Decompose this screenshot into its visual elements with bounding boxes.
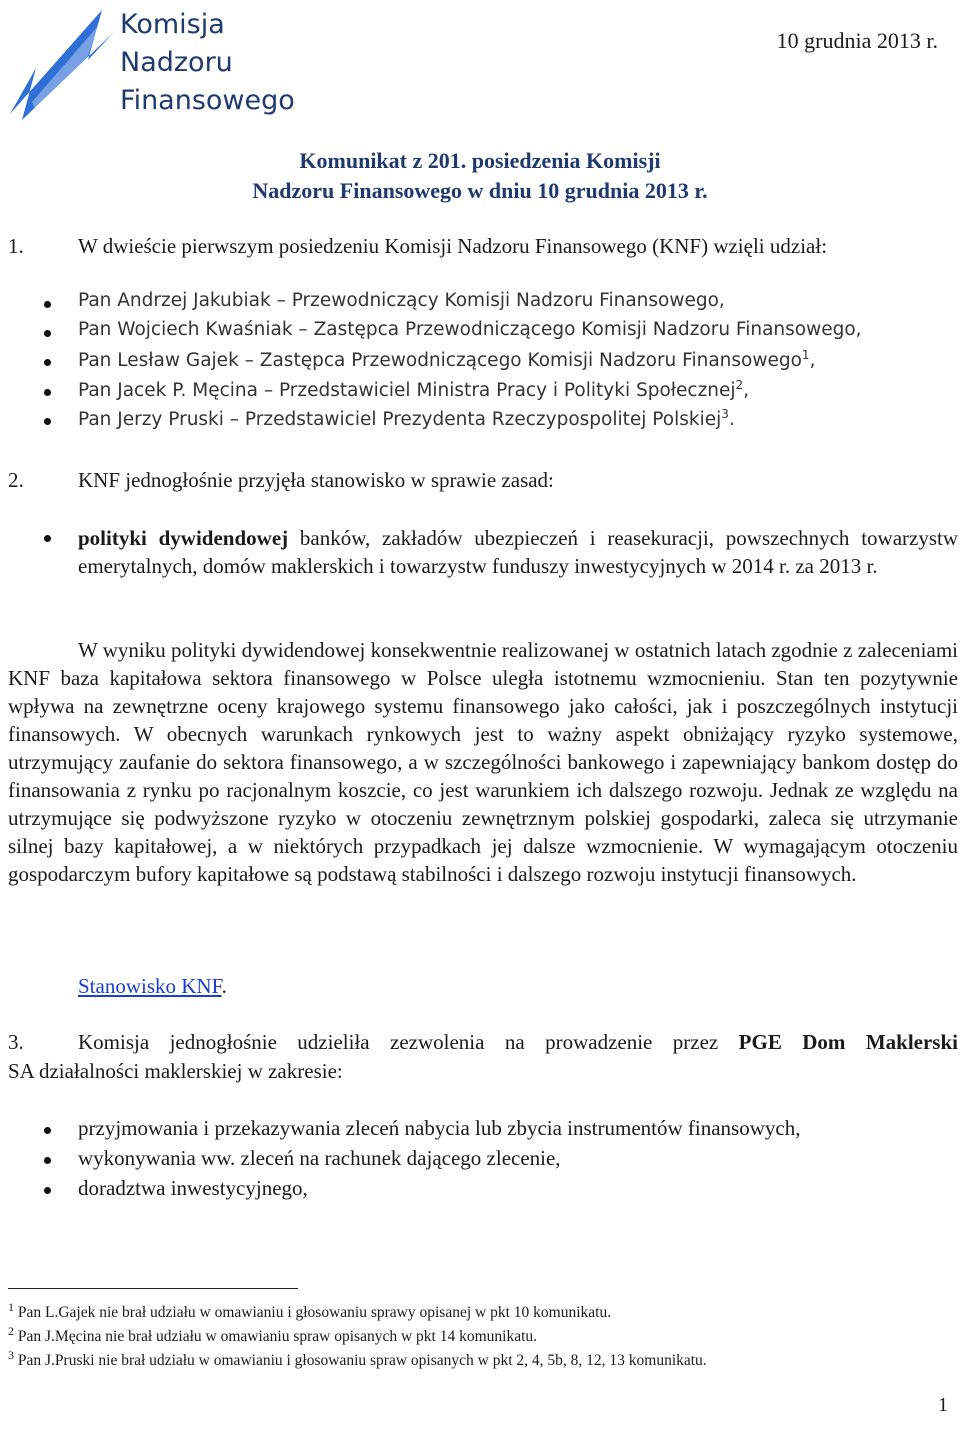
- link-tail: .: [221, 974, 227, 998]
- section-2-number: 2.: [8, 468, 24, 492]
- dividend-paragraph: W wyniku polityki dywidendowej konsekwentnie realizowanej w ostatnich latach zgodnie z zaleceniami KNF baza kapitałowa sektora finansowego w Polsce uległa istotnemu wzmocnieniu. Stan ten pozytywnie wpływa na zewnętrzne oceny krajowego systemu finansowego jako całości, jak i poszczególnych instytucji finansowych. W obecnych warunkach rynkowych jest to ważny aspekt obniżający ryzyko systemowe, utrzymujący zaufanie do sektora finansowego, a w szczególności bankowego i zapewniający bankom dostęp do finansowania z rynku po racjonalnym koszcie, co jest warunkiem ich dalszego rozwoju. Jednak ze względu na utrzymujące się podwyższone ryzyko w otoczeniu zewnętrznym polskiej gospodarki, zaleca się utrzymanie silnej bazy kapitałowej, a w niektórych przypadkach jej dalsze wzmocnienie. W wymagającym otoczeniu gospodarczym bufory kapitałowe są podstawą stabilności i dalszego rozwoju instytucji finansowych.: [8, 638, 958, 886]
- bullet-icon: [44, 1187, 51, 1194]
- bullet-icon: [44, 535, 51, 542]
- bullet-icon: [44, 389, 51, 396]
- company-name-suffix: SA: [8, 1059, 34, 1083]
- footnote-number: 3: [8, 1348, 14, 1362]
- attendee-tail: .: [728, 409, 735, 431]
- dividend-policy-bullet: [78, 524, 958, 580]
- bullet-icon: [44, 1127, 51, 1134]
- footnote-2: [8, 1324, 537, 1346]
- footnote-number: 2: [8, 1324, 14, 1338]
- list-item: doradztwa inwestycyjnego,: [78, 1176, 308, 1200]
- attendee-text: Pan Wojciech Kwaśniak – Zastępca Przewodniczącego Komisji Nadzoru Finansowego,: [78, 319, 862, 340]
- list-item: [78, 290, 725, 311]
- knf-logo: [2, 2, 302, 120]
- footnote-3: [8, 1348, 707, 1370]
- logo-line-3: Finansowego: [120, 85, 295, 116]
- list-item: [78, 319, 862, 340]
- footnote-text: Pan J.Męcina nie brał udziału w omawianiu spraw opisanych w pkt 14 komunikatu.: [14, 1328, 538, 1346]
- section-1-number: 1.: [8, 234, 24, 258]
- attendee-text: Pan Jacek P. Męcina – Przedstawiciel Ministra Pracy i Polityki Społecznej: [78, 380, 736, 402]
- bullet-text: banków, zakładów ubezpieczeń i reasekuracji, powszechnych towarzystw emerytalnych, domów maklerskich i towarzystw funduszy inwestycyjnych w 2014 r. za 2013 r.: [78, 526, 958, 578]
- stanowisko-line: [78, 972, 227, 1000]
- section-3-intro-line2: [8, 1057, 343, 1085]
- bullet-icon: [44, 418, 51, 425]
- bullet-icon: [44, 1157, 51, 1164]
- footnote-ref: 2: [735, 378, 744, 392]
- section-3-intro-tail: działalności maklerskiej w zakresie:: [33, 1059, 343, 1083]
- logo-line-1: Komisja: [120, 9, 225, 40]
- stanowisko-knf-link[interactable]: Stanowisko KNF: [78, 974, 222, 998]
- bullet-icon: [44, 330, 51, 337]
- footnote-ref: 1: [801, 348, 810, 362]
- bullet-bold-text: polityki dywidendowej: [78, 526, 289, 550]
- section-3-intro-line1: [78, 1028, 958, 1056]
- section-2-intro: KNF jednogłośnie przyjęła stanowisko w sprawie zasad:: [78, 468, 554, 492]
- bullet-icon: [44, 359, 51, 366]
- section-3-number: 3.: [8, 1030, 24, 1054]
- logo-line-2: Nadzoru: [120, 47, 233, 78]
- title-line-1: Komunikat z 201. posiedzenia Komisji: [299, 148, 661, 173]
- footnote-ref: 3: [721, 407, 729, 421]
- attendee-text: Pan Jerzy Pruski – Przedstawiciel Prezydenta Rzeczypospolitej Polskiej: [78, 409, 722, 431]
- page-number: 1: [938, 1394, 948, 1416]
- page-title: [0, 146, 960, 206]
- list-item: [78, 407, 735, 430]
- attendee-tail: ,: [809, 350, 816, 372]
- footnote-text: Pan J.Pruski nie brał udziału w omawianiu i głosowaniu spraw opisanych w pkt 2, 4, 5b, 8, 12, 13 komunikatu.: [14, 1352, 707, 1370]
- footnote-1: [8, 1300, 611, 1322]
- list-item: wykonywania ww. zleceń na rachunek dającego zlecenie,: [78, 1146, 561, 1170]
- knf-logo-icon: [2, 2, 120, 120]
- logo-text: [120, 6, 295, 120]
- footnote-number: 1: [8, 1300, 14, 1314]
- company-name: PGE Dom Maklerski: [738, 1030, 958, 1054]
- list-item: przyjmowania i przekazywania zleceń nabycia lub zbycia instrumentów finansowych,: [78, 1116, 801, 1140]
- document-date: 10 grudnia 2013 r.: [776, 28, 938, 53]
- footnote-divider: [8, 1288, 298, 1289]
- section-1-intro: W dwieście pierwszym posiedzeniu Komisji Nadzoru Finansowego (KNF) wzięli udział:: [78, 234, 828, 258]
- list-item: [78, 378, 749, 401]
- attendee-text: Pan Lesław Gajek – Zastępca Przewodniczącego Komisji Nadzoru Finansowego: [78, 350, 802, 372]
- section-3-intro-text: Komisja jednogłośnie udzieliła zezwolenia na prowadzenie przez: [78, 1030, 739, 1054]
- attendee-tail: ,: [743, 380, 750, 402]
- list-item: [78, 348, 815, 371]
- title-line-2: Nadzoru Finansowego w dniu 10 grudnia 2013 r.: [252, 178, 708, 203]
- attendee-text: Pan Andrzej Jakubiak – Przewodniczący Komisji Nadzoru Finansowego,: [78, 290, 725, 311]
- footnote-text: Pan L.Gajek nie brał udziału w omawianiu i głosowaniu sprawy opisanej w pkt 10 komunikatu.: [14, 1304, 612, 1322]
- bullet-icon: [44, 301, 51, 308]
